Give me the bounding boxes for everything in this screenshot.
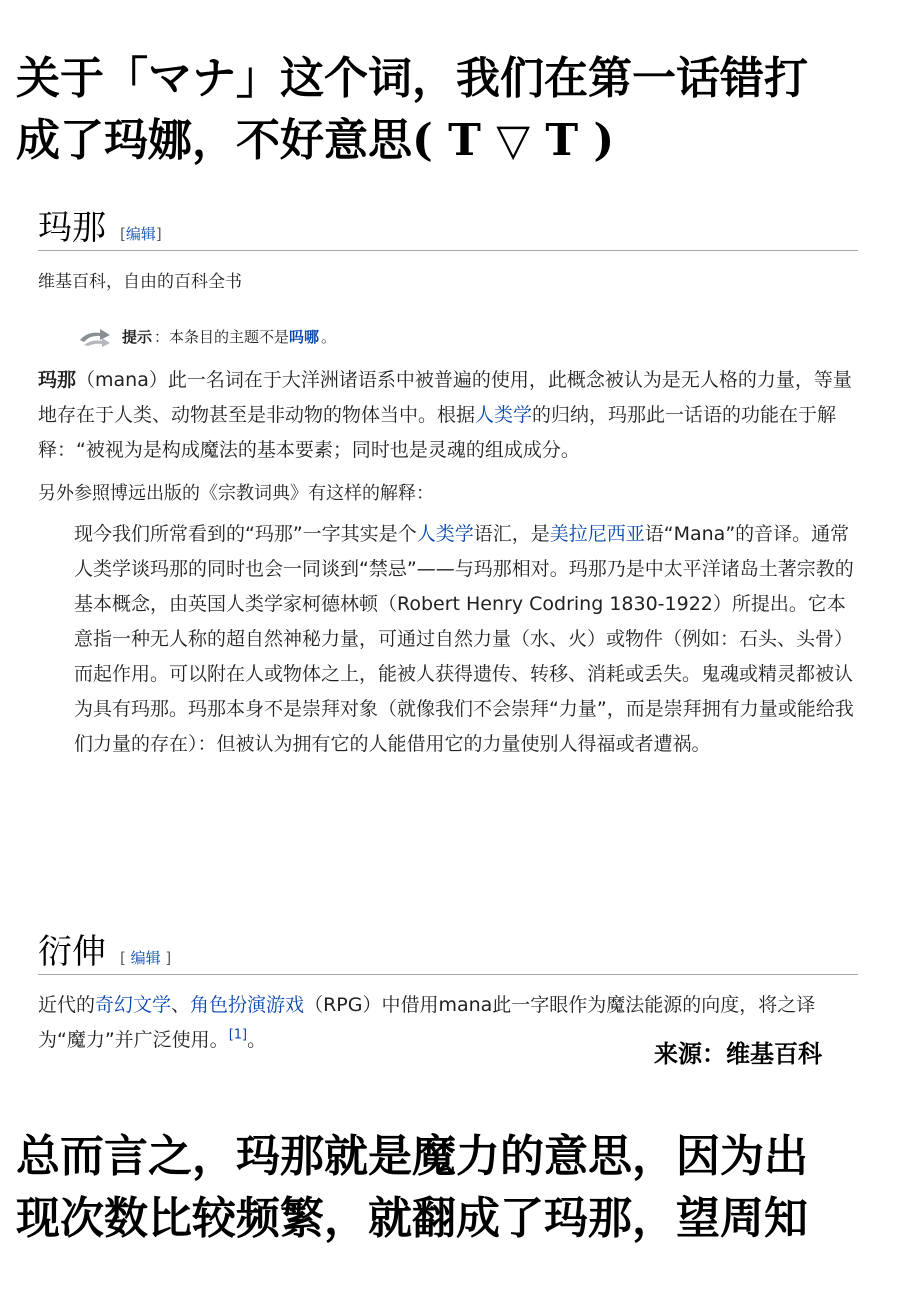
hatnote-label: 提示 (122, 328, 153, 346)
link-anthropology[interactable]: 人类学 (475, 404, 533, 426)
paragraph-definition (38, 363, 858, 468)
outro-line: 总而言之，玛那就是魔力的意思，因为出 (16, 1131, 808, 1182)
edit-bracket: ] (155, 225, 162, 243)
intro-line: 关于「マナ」这个词，我们在第一话错打 (16, 53, 808, 104)
paragraph-text: 的归纳，玛那此一话语的功能在于解释：“被视为是构成魔法的基本要素；同时也是灵魂的组成成分。 (38, 404, 837, 461)
wiki-article (38, 206, 858, 762)
quote-text: 语汇，是 (473, 523, 550, 545)
paragraph-text: 。 (247, 1029, 267, 1051)
edit-section-link[interactable] (120, 223, 162, 244)
link-fantasy-literature[interactable]: 奇幻文学 (95, 994, 172, 1016)
edit-link[interactable]: 编辑 (125, 225, 156, 243)
term-bold: 玛那 (38, 369, 77, 391)
source-caption: 来源：维基百科 (654, 1040, 822, 1068)
hatnote-text: ：本条目的主题不是 (154, 328, 290, 346)
edit-bracket: [ (120, 949, 131, 967)
quote-text: 语“Mana”的音译。通常人类学谈玛那的同时也会一同谈到“禁忌”——与玛那相对。玛那乃是中太平洋诸岛土著宗教的基本概念，由英国人类学家柯德林顿（Robert Henry Codring 1830-1922）所提出。它本意指一种无人称的超自然神秘力量，可通过自然力量（水、火）或物件（例如：石头、头骨）而起作用。可以附在人或物体之上，能被人获得遗传、转移、消耗或丢失。鬼魂或精灵都被认为具有玛那。玛那本身不是崇拜对象（就像我们不会崇拜“力量”，而是崇拜拥有力量或能给我们力量的存在）：但被认为拥有它的人能借用它的力量使别人得福或者遭祸。 (74, 523, 854, 755)
outro-line: 现次数比较频繁，就翻成了玛那，望周知 (16, 1193, 808, 1244)
paragraph-text: 近代的 (38, 994, 96, 1016)
article-heading (38, 206, 858, 251)
link-rpg[interactable]: 角色扮演游戏 (190, 994, 305, 1016)
edit-bracket: ] (160, 949, 172, 967)
edit-link[interactable]: 编辑 (130, 949, 161, 967)
section-title: 衍伸 (38, 932, 106, 972)
intro-caption (16, 48, 891, 172)
outro-caption (16, 1126, 891, 1250)
link-melanesia[interactable]: 美拉尼西亚 (549, 523, 645, 545)
quote-text: 现今我们所常看到的“玛那”一字其实是个 (74, 523, 417, 545)
paragraph-text: （mana）此一名词在于大洋洲诸语系中被普遍的使用，此概念被认为是无人格的力量，等量地存在于人类、动物甚至是非动物的物体当中。根据 (38, 369, 852, 426)
hatnote-link[interactable]: 吗哪 (289, 328, 320, 346)
edit-bracket: [ (120, 225, 126, 243)
reference-link[interactable]: [1] (228, 1027, 248, 1043)
paragraph-text: （RPG）中借用mana此一字眼作为魔法能源的向度，将之译为“魔力”并广泛使用。 (38, 994, 816, 1051)
section-heading (38, 930, 858, 975)
link-anthropology[interactable]: 人类学 (416, 523, 474, 545)
blockquote (74, 517, 854, 762)
intro-line: 成了玛娜，不好意思( T ▽ T ) (16, 115, 615, 166)
section-extension (38, 930, 858, 975)
hatnote-end: 。 (321, 328, 337, 346)
article-title: 玛那 (38, 208, 106, 248)
disambiguation-arrows-icon (78, 327, 112, 347)
article-subtitle: 维基百科，自由的百科全书 (38, 272, 242, 292)
paragraph-reference: 另外参照博远出版的《宗教词典》有这样的解释： (38, 483, 434, 504)
edit-section-link[interactable] (120, 947, 171, 968)
paragraph-text: 、 (171, 994, 191, 1016)
hatnote (78, 326, 858, 347)
